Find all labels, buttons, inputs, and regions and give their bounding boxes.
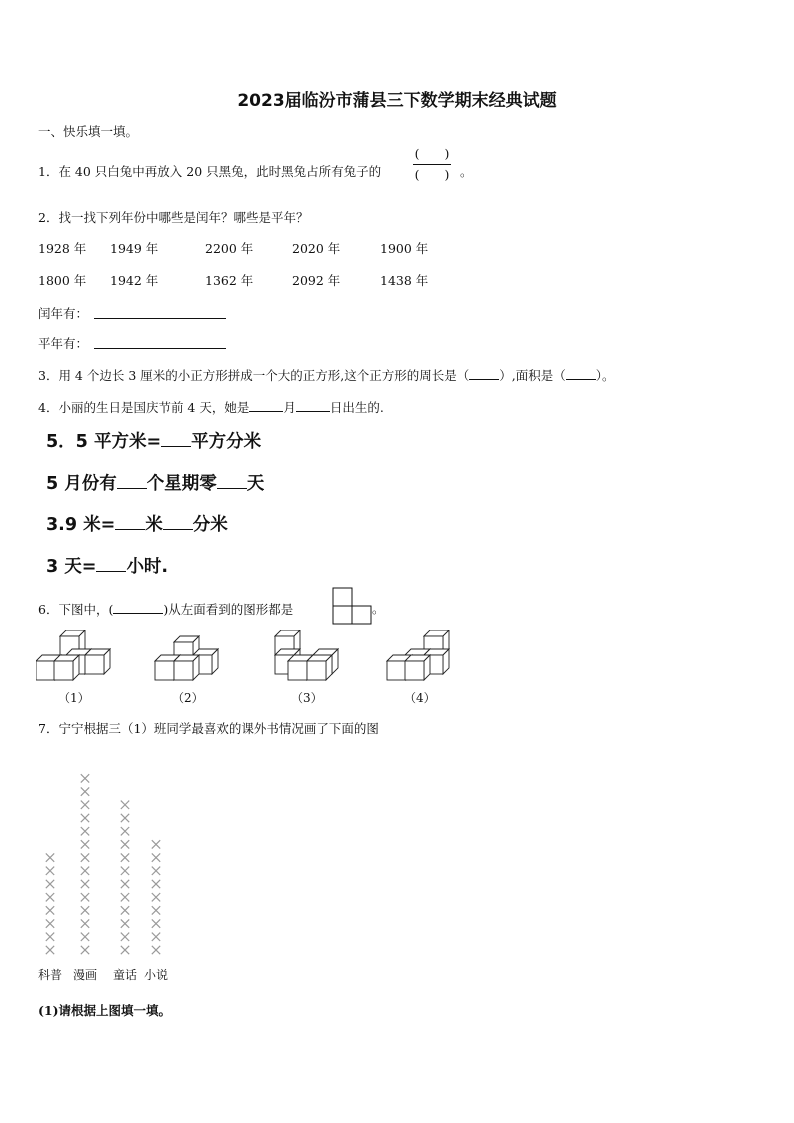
tally-mark [152, 906, 160, 914]
fraction-denominator: ( ) [414, 167, 450, 182]
figure-label-2: （2） [172, 691, 204, 705]
q5-line1-a: 5．5 平方米= [46, 432, 162, 452]
question-5-line-3 [46, 511, 228, 536]
year-item: 1362 年 [205, 273, 254, 288]
tally-mark [81, 801, 89, 809]
sub-question-1: (1)请根据上图填一填。 [38, 1003, 172, 1018]
figure-label-4: （4） [404, 691, 436, 705]
tally-mark [152, 919, 160, 927]
q5-line4-b: 小时. [126, 557, 169, 577]
year-item: 1900 年 [380, 241, 429, 256]
question-4-text-b: 月 [283, 400, 296, 415]
tally-mark [81, 893, 89, 901]
tally-mark [81, 827, 89, 835]
question-6-tail: 。 [372, 601, 385, 616]
days-blank[interactable] [217, 471, 247, 489]
leap-year-answer-line[interactable] [94, 304, 226, 319]
tally-mark [152, 933, 160, 941]
tally-column-4 [152, 840, 160, 954]
tally-mark [121, 933, 129, 941]
leap-year-label: 闰年有： [38, 306, 89, 321]
question-5-line-2 [46, 470, 264, 495]
tally-column-3 [121, 801, 129, 955]
tally-mark [46, 933, 54, 941]
tally-mark [152, 946, 160, 954]
figure-label-1: （1） [58, 691, 90, 705]
year-item: 2092 年 [292, 273, 341, 288]
year-item: 1800 年 [38, 273, 87, 288]
year-item: 1949 年 [110, 241, 159, 256]
q5-line3-a: 3.9 米= [46, 515, 116, 535]
q5-line2-c: 天 [246, 474, 265, 494]
tally-mark [121, 946, 129, 954]
tally-mark [121, 919, 129, 927]
tally-mark [121, 906, 129, 914]
tally-mark [81, 867, 89, 875]
year-item: 1942 年 [110, 273, 159, 288]
question-3-text-c: ）。 [595, 368, 615, 383]
page-title: 2023届临汾市蒲县三下数学期末经典试题 [237, 91, 557, 111]
tally-mark [152, 840, 160, 848]
question-7: 7．宁宁根据三（1）班同学最喜欢的课外书情况画了下面的图 [38, 721, 379, 736]
question-4-text-c: 日出生的. [329, 400, 384, 415]
perimeter-blank[interactable] [469, 365, 499, 380]
cube-figures [36, 630, 456, 686]
tally-mark [81, 814, 89, 822]
tally-mark [121, 801, 129, 809]
question-1: 1．在 40 只白兔中再放入 20 只黑兔，此时黑兔占所有兔子的 [38, 164, 382, 179]
tally-mark [81, 853, 89, 861]
tally-mark [81, 787, 89, 795]
month-blank[interactable] [249, 397, 283, 412]
year-item: 1928 年 [38, 241, 87, 256]
sqdm-blank[interactable] [161, 429, 191, 447]
tally-mark [81, 906, 89, 914]
question-4-text-a: 4．小丽的生日是国庆节前 4 天，她是 [38, 400, 250, 415]
q5-line3-b: 米 [145, 515, 163, 535]
tally-category-label: 科普 [38, 968, 63, 982]
tally-mark [121, 814, 129, 822]
tally-mark [46, 906, 54, 914]
q5-line2-b: 个星期零 [146, 474, 217, 494]
tally-mark [81, 946, 89, 954]
question-5-line-1 [46, 428, 261, 453]
tally-mark [81, 880, 89, 888]
question-6 [38, 599, 293, 618]
tally-mark [121, 853, 129, 861]
tally-mark [121, 880, 129, 888]
figures-blank[interactable] [113, 599, 163, 614]
q5-line2-a: 5 月份有 [46, 474, 117, 494]
tally-mark [46, 853, 54, 861]
tally-mark [81, 774, 89, 782]
question-6-text-a: 6．下图中，( [38, 602, 114, 617]
area-blank[interactable] [566, 365, 596, 380]
tally-mark [46, 880, 54, 888]
question-3 [38, 365, 614, 384]
tally-chart [30, 752, 180, 957]
tally-category-label: 小说 [144, 968, 169, 982]
tally-mark [152, 880, 160, 888]
fraction-bar [413, 164, 451, 165]
tally-mark [81, 840, 89, 848]
question-3-text-b: ）,面积是（ [499, 368, 566, 383]
tally-mark [121, 893, 129, 901]
question-2: 2．找一找下列年份中哪些是闰年？哪些是平年？ [38, 210, 309, 225]
tally-mark [46, 893, 54, 901]
tally-mark [46, 867, 54, 875]
tally-mark [46, 919, 54, 927]
year-item: 1438 年 [380, 273, 429, 288]
figure-label-3: （3） [291, 691, 323, 705]
tally-category-label: 漫画 [73, 968, 98, 982]
fraction-numerator: ( ) [414, 146, 450, 161]
tally-category-label: 童话 [113, 968, 138, 982]
common-year-answer-line[interactable] [94, 334, 226, 349]
question-5-line-4 [46, 553, 168, 578]
q5-line4-a: 3 天= [46, 557, 97, 577]
section-heading: 一、快乐填一填。 [38, 124, 139, 139]
tally-mark [46, 946, 54, 954]
decimeters-blank[interactable] [163, 512, 193, 530]
tally-mark [152, 893, 160, 901]
tally-mark [121, 827, 129, 835]
tally-column-1 [46, 853, 54, 954]
question-4 [38, 397, 384, 416]
tally-mark [121, 840, 129, 848]
question-6-text-b: )从左面看到的图形都是 [163, 602, 294, 617]
hours-blank[interactable] [96, 554, 126, 572]
tally-column-2 [81, 774, 89, 954]
question-3-text-a: 3．用 4 个边长 3 厘米的小正方形拼成一个大的正方形,这个正方形的周长是（ [38, 368, 470, 383]
cube-figure-4 [387, 630, 449, 680]
cube-figure-1 [36, 630, 110, 680]
tally-mark [81, 919, 89, 927]
question-1-tail: 。 [460, 164, 473, 179]
common-year-label: 平年有： [38, 336, 89, 351]
weeks-blank[interactable] [117, 471, 147, 489]
year-item: 2020 年 [292, 241, 341, 256]
cube-figure-2 [155, 636, 218, 680]
q5-line1-b: 平方分米 [191, 432, 262, 452]
q5-line3-c: 分米 [192, 515, 228, 535]
day-blank[interactable] [296, 397, 330, 412]
meters-blank[interactable] [115, 512, 145, 530]
tally-mark [152, 853, 160, 861]
year-item: 2200 年 [205, 241, 254, 256]
tally-mark [152, 867, 160, 875]
tally-mark [121, 867, 129, 875]
fraction-blank[interactable] [410, 146, 454, 183]
cube-figure-3 [275, 630, 338, 680]
tally-mark [81, 933, 89, 941]
left-view-shape [332, 587, 372, 625]
